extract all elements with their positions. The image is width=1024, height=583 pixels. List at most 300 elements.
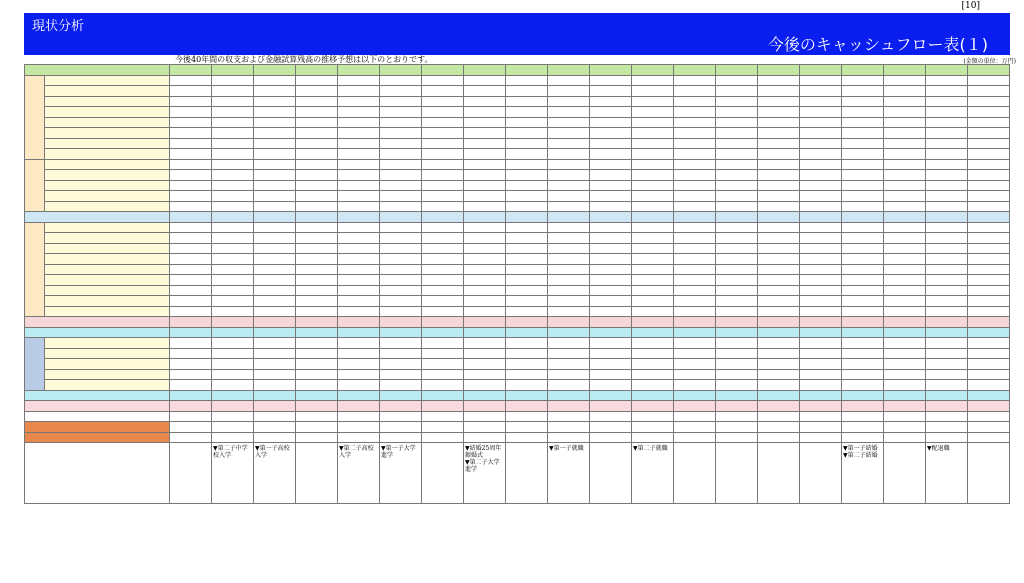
value-cell xyxy=(968,348,1010,359)
row-label xyxy=(45,233,170,244)
value-cell xyxy=(674,296,716,307)
table-row xyxy=(25,107,1010,118)
value-cell xyxy=(716,317,758,328)
value-cell xyxy=(632,233,674,244)
value-cell xyxy=(296,338,338,349)
table-row xyxy=(25,222,1010,233)
value-cell xyxy=(464,233,506,244)
value-cell xyxy=(632,96,674,107)
value-cell xyxy=(422,348,464,359)
value-cell xyxy=(338,159,380,170)
row-label xyxy=(25,432,170,443)
value-cell xyxy=(296,317,338,328)
value-cell xyxy=(254,411,296,422)
value-cell xyxy=(632,170,674,181)
event-cell xyxy=(422,443,464,504)
value-cell xyxy=(422,338,464,349)
value-cell xyxy=(632,306,674,317)
value-cell xyxy=(548,348,590,359)
value-cell xyxy=(800,390,842,401)
value-cell xyxy=(674,201,716,212)
value-cell xyxy=(674,411,716,422)
row-label xyxy=(45,138,170,149)
value-cell xyxy=(590,285,632,296)
value-cell xyxy=(884,306,926,317)
value-cell xyxy=(590,306,632,317)
value-cell xyxy=(212,170,254,181)
loan-balance-row xyxy=(25,411,1010,422)
value-cell xyxy=(968,306,1010,317)
value-cell xyxy=(254,86,296,97)
value-cell xyxy=(506,191,548,202)
value-cell xyxy=(170,359,212,370)
value-cell xyxy=(884,432,926,443)
value-cell xyxy=(464,86,506,97)
event-cell xyxy=(296,443,338,504)
value-cell xyxy=(842,264,884,275)
value-cell xyxy=(170,107,212,118)
value-cell xyxy=(212,96,254,107)
value-cell xyxy=(170,390,212,401)
value-cell xyxy=(926,149,968,160)
table-row xyxy=(25,233,1010,244)
value-cell xyxy=(926,233,968,244)
value-cell xyxy=(548,75,590,86)
value-cell xyxy=(590,96,632,107)
value-cell xyxy=(674,338,716,349)
value-cell xyxy=(506,327,548,338)
value-cell xyxy=(842,243,884,254)
value-cell xyxy=(254,401,296,412)
value-cell xyxy=(674,285,716,296)
table-row xyxy=(25,338,1010,349)
value-cell xyxy=(380,275,422,286)
event-cell xyxy=(884,443,926,504)
value-cell xyxy=(590,170,632,181)
asset-total-row xyxy=(25,390,1010,401)
value-cell xyxy=(884,128,926,139)
value-cell xyxy=(170,338,212,349)
value-cell xyxy=(926,243,968,254)
value-cell xyxy=(464,359,506,370)
value-cell xyxy=(338,348,380,359)
value-cell xyxy=(422,264,464,275)
value-cell xyxy=(590,149,632,160)
value-cell xyxy=(800,180,842,191)
value-cell xyxy=(926,138,968,149)
value-cell xyxy=(464,422,506,433)
value-cell xyxy=(716,348,758,359)
value-cell xyxy=(380,222,422,233)
value-cell xyxy=(842,149,884,160)
year-cell xyxy=(716,65,758,76)
value-cell xyxy=(296,233,338,244)
value-cell xyxy=(548,338,590,349)
value-cell xyxy=(800,327,842,338)
row-label xyxy=(45,222,170,233)
value-cell xyxy=(800,359,842,370)
value-cell xyxy=(716,380,758,391)
value-cell xyxy=(716,191,758,202)
value-cell xyxy=(926,159,968,170)
value-cell xyxy=(170,159,212,170)
year-cell xyxy=(254,65,296,76)
value-cell xyxy=(212,243,254,254)
value-cell xyxy=(212,422,254,433)
value-cell xyxy=(674,254,716,265)
value-cell xyxy=(170,348,212,359)
value-cell xyxy=(338,317,380,328)
year-cell xyxy=(422,65,464,76)
value-cell xyxy=(758,264,800,275)
value-cell xyxy=(716,233,758,244)
value-cell xyxy=(674,275,716,286)
row-label xyxy=(45,149,170,160)
value-cell xyxy=(842,275,884,286)
value-cell xyxy=(758,432,800,443)
year-cell xyxy=(674,65,716,76)
value-cell xyxy=(716,159,758,170)
value-cell xyxy=(842,422,884,433)
value-cell xyxy=(800,254,842,265)
value-cell xyxy=(506,401,548,412)
value-cell xyxy=(884,317,926,328)
value-cell xyxy=(506,422,548,433)
row-label xyxy=(25,422,170,433)
value-cell xyxy=(842,306,884,317)
value-cell xyxy=(590,86,632,97)
value-cell xyxy=(170,191,212,202)
row-label xyxy=(45,254,170,265)
value-cell xyxy=(800,138,842,149)
row-label xyxy=(45,117,170,128)
table-row xyxy=(25,254,1010,265)
value-cell xyxy=(212,306,254,317)
value-cell xyxy=(170,254,212,265)
value-cell xyxy=(380,233,422,244)
table-row xyxy=(25,348,1010,359)
table-row xyxy=(25,149,1010,160)
value-cell xyxy=(170,233,212,244)
value-cell xyxy=(716,422,758,433)
table-row xyxy=(25,275,1010,286)
value-cell xyxy=(674,222,716,233)
value-cell xyxy=(758,149,800,160)
value-cell xyxy=(968,275,1010,286)
value-cell xyxy=(926,338,968,349)
row-label xyxy=(25,411,170,422)
value-cell xyxy=(380,296,422,307)
value-cell xyxy=(464,96,506,107)
value-cell xyxy=(968,380,1010,391)
value-cell xyxy=(338,369,380,380)
value-cell xyxy=(716,138,758,149)
value-cell xyxy=(506,285,548,296)
value-cell xyxy=(296,285,338,296)
value-cell xyxy=(548,254,590,265)
value-cell xyxy=(506,75,548,86)
value-cell xyxy=(464,327,506,338)
value-cell xyxy=(716,306,758,317)
value-cell xyxy=(296,75,338,86)
value-cell xyxy=(800,264,842,275)
value-cell xyxy=(590,348,632,359)
value-cell xyxy=(800,191,842,202)
value-cell xyxy=(548,296,590,307)
value-cell xyxy=(590,201,632,212)
value-cell xyxy=(338,401,380,412)
value-cell xyxy=(926,401,968,412)
value-cell xyxy=(422,159,464,170)
table-row xyxy=(25,296,1010,307)
value-cell xyxy=(926,191,968,202)
section-label xyxy=(25,159,45,212)
row-label xyxy=(45,128,170,139)
row-label xyxy=(45,75,170,86)
value-cell xyxy=(212,317,254,328)
value-cell xyxy=(800,348,842,359)
value-cell xyxy=(968,243,1010,254)
value-cell xyxy=(506,254,548,265)
value-cell xyxy=(884,117,926,128)
value-cell xyxy=(422,432,464,443)
value-cell xyxy=(800,222,842,233)
value-cell xyxy=(758,338,800,349)
value-cell xyxy=(590,117,632,128)
value-cell xyxy=(674,369,716,380)
value-cell xyxy=(296,422,338,433)
value-cell xyxy=(632,222,674,233)
table-row xyxy=(25,243,1010,254)
value-cell xyxy=(926,264,968,275)
value-cell xyxy=(884,369,926,380)
value-cell xyxy=(926,390,968,401)
value-cell xyxy=(758,191,800,202)
year-header-label xyxy=(25,65,170,76)
value-cell xyxy=(212,212,254,223)
value-cell xyxy=(884,285,926,296)
value-cell xyxy=(170,317,212,328)
value-cell xyxy=(632,86,674,97)
value-cell xyxy=(632,348,674,359)
value-cell xyxy=(674,180,716,191)
events-row xyxy=(25,443,1010,504)
year-header-row xyxy=(25,65,1010,76)
value-cell xyxy=(506,296,548,307)
value-cell xyxy=(380,117,422,128)
value-cell xyxy=(170,296,212,307)
value-cell xyxy=(800,380,842,391)
value-cell xyxy=(506,306,548,317)
value-cell xyxy=(506,222,548,233)
value-cell xyxy=(758,296,800,307)
value-cell xyxy=(170,380,212,391)
value-cell xyxy=(422,107,464,118)
value-cell xyxy=(842,138,884,149)
row-label xyxy=(25,212,170,223)
value-cell xyxy=(548,159,590,170)
event-cell: ▼配退職 xyxy=(926,443,968,504)
value-cell xyxy=(506,159,548,170)
intro-note: 今後40年間の収支および金融試算残高の推移予想は以下のとおりです。 xyxy=(175,55,433,64)
row-label xyxy=(45,338,170,349)
value-cell xyxy=(338,390,380,401)
value-cell xyxy=(926,285,968,296)
value-cell xyxy=(212,401,254,412)
value-cell xyxy=(842,285,884,296)
value-cell xyxy=(590,338,632,349)
value-cell xyxy=(548,212,590,223)
value-cell xyxy=(884,359,926,370)
value-cell xyxy=(632,390,674,401)
value-cell xyxy=(926,222,968,233)
value-cell xyxy=(884,401,926,412)
value-cell xyxy=(632,212,674,223)
value-cell xyxy=(842,327,884,338)
section-label xyxy=(25,222,45,317)
event-cell: ▼第二子高校入学 xyxy=(338,443,380,504)
value-cell xyxy=(632,243,674,254)
value-cell xyxy=(464,212,506,223)
value-cell xyxy=(884,86,926,97)
value-cell xyxy=(170,275,212,286)
value-cell xyxy=(422,96,464,107)
value-cell xyxy=(800,96,842,107)
value-cell xyxy=(590,243,632,254)
table-row xyxy=(25,86,1010,97)
value-cell xyxy=(380,411,422,422)
row-label xyxy=(45,264,170,275)
value-cell xyxy=(926,359,968,370)
value-cell xyxy=(884,138,926,149)
value-cell xyxy=(296,348,338,359)
value-cell xyxy=(254,138,296,149)
value-cell xyxy=(968,264,1010,275)
value-cell xyxy=(842,128,884,139)
year-cell xyxy=(968,65,1010,76)
row-label xyxy=(25,317,170,328)
value-cell xyxy=(464,369,506,380)
page-number: [10] xyxy=(961,1,980,11)
event-cell: ▼第一子結婚 ▼第二子結婚 xyxy=(842,443,884,504)
value-cell xyxy=(842,254,884,265)
value-cell xyxy=(296,369,338,380)
value-cell xyxy=(506,264,548,275)
value-cell xyxy=(968,359,1010,370)
value-cell xyxy=(506,117,548,128)
value-cell xyxy=(464,411,506,422)
value-cell xyxy=(296,159,338,170)
value-cell xyxy=(170,96,212,107)
value-cell xyxy=(758,254,800,265)
value-cell xyxy=(716,432,758,443)
value-cell xyxy=(296,380,338,391)
value-cell xyxy=(884,264,926,275)
value-cell xyxy=(254,159,296,170)
value-cell xyxy=(758,401,800,412)
value-cell xyxy=(380,201,422,212)
value-cell xyxy=(842,170,884,181)
expense-total-row xyxy=(25,317,1010,328)
value-cell xyxy=(716,264,758,275)
value-cell xyxy=(506,390,548,401)
value-cell xyxy=(380,401,422,412)
value-cell xyxy=(296,170,338,181)
year-cell xyxy=(170,65,212,76)
value-cell xyxy=(800,317,842,328)
value-cell xyxy=(758,138,800,149)
value-cell xyxy=(506,411,548,422)
value-cell xyxy=(464,401,506,412)
value-cell xyxy=(338,180,380,191)
value-cell xyxy=(338,264,380,275)
value-cell xyxy=(758,222,800,233)
value-cell xyxy=(674,117,716,128)
event-cell xyxy=(506,443,548,504)
table-row xyxy=(25,380,1010,391)
value-cell xyxy=(926,128,968,139)
value-cell xyxy=(758,170,800,181)
value-cell xyxy=(422,254,464,265)
value-cell xyxy=(800,159,842,170)
value-cell xyxy=(842,348,884,359)
year-cell xyxy=(506,65,548,76)
row-label xyxy=(45,296,170,307)
value-cell xyxy=(422,380,464,391)
value-cell xyxy=(338,212,380,223)
year-cell xyxy=(800,65,842,76)
value-cell xyxy=(800,117,842,128)
value-cell xyxy=(464,128,506,139)
value-cell xyxy=(716,359,758,370)
value-cell xyxy=(716,170,758,181)
value-cell xyxy=(926,327,968,338)
value-cell xyxy=(884,380,926,391)
value-cell xyxy=(884,180,926,191)
value-cell xyxy=(800,285,842,296)
value-cell xyxy=(506,380,548,391)
value-cell xyxy=(464,243,506,254)
value-cell xyxy=(170,243,212,254)
value-cell xyxy=(296,117,338,128)
value-cell xyxy=(758,306,800,317)
value-cell xyxy=(548,138,590,149)
value-cell xyxy=(338,138,380,149)
value-cell xyxy=(422,422,464,433)
value-cell xyxy=(758,390,800,401)
value-cell xyxy=(548,170,590,181)
value-cell xyxy=(548,149,590,160)
value-cell xyxy=(884,275,926,286)
value-cell xyxy=(170,306,212,317)
value-cell xyxy=(716,275,758,286)
value-cell xyxy=(842,107,884,118)
value-cell xyxy=(422,411,464,422)
value-cell xyxy=(674,359,716,370)
value-cell xyxy=(506,128,548,139)
value-cell xyxy=(464,306,506,317)
value-cell xyxy=(338,296,380,307)
event-cell: ▼第二子就職 xyxy=(632,443,674,504)
event-cell xyxy=(170,443,212,504)
event-cell: ▼第一子就職 xyxy=(548,443,590,504)
value-cell xyxy=(254,254,296,265)
value-cell xyxy=(548,86,590,97)
value-cell xyxy=(170,285,212,296)
value-cell xyxy=(338,338,380,349)
value-cell xyxy=(506,170,548,181)
table-row xyxy=(25,201,1010,212)
